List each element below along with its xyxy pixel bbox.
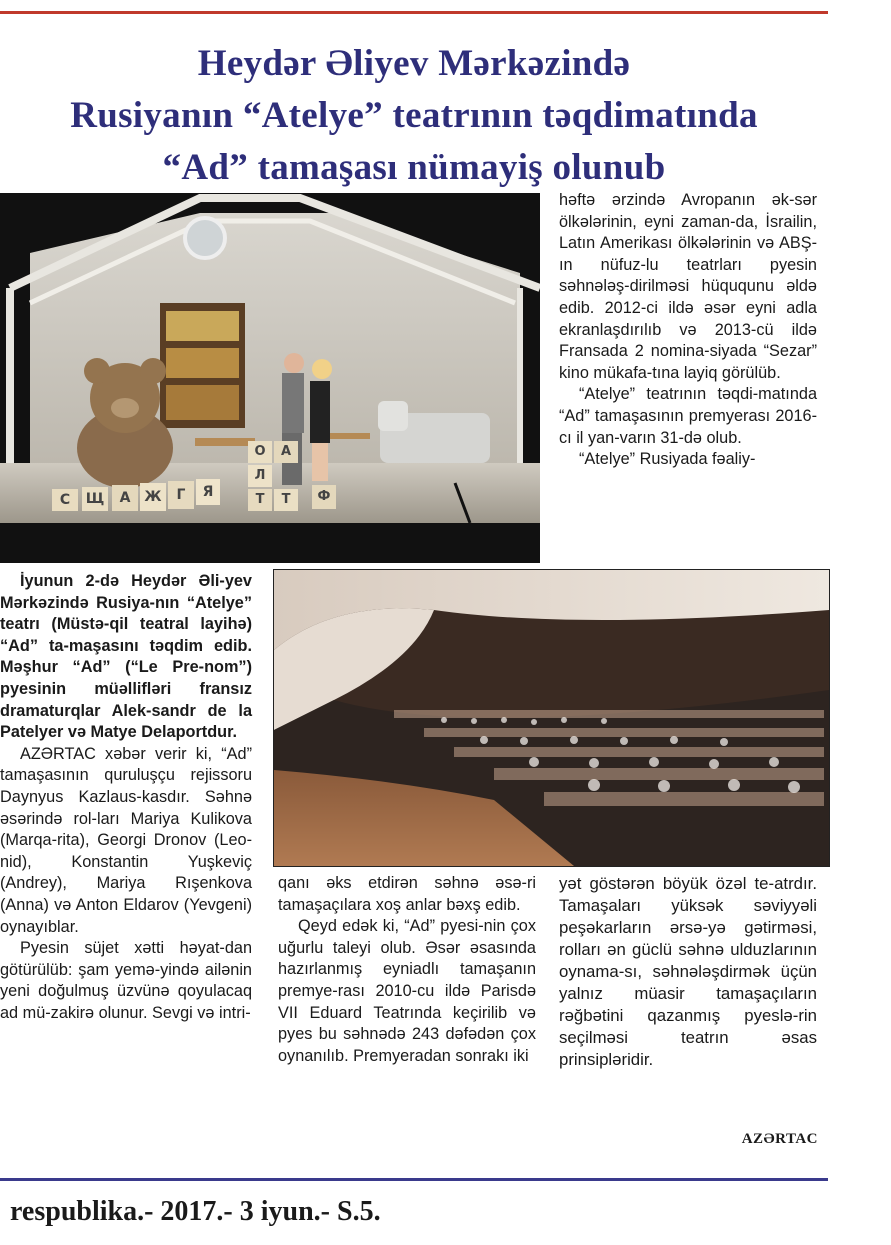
paragraph: qanı əks etdirən səhnə əsə-ri tamaşaçılara xoş anlar bəxş edib. [278, 874, 536, 914]
letter-block: Я [196, 479, 220, 505]
letter-block: Л [248, 465, 272, 487]
headline-line-3: “Ad” tamaşası nümayiş olunub [162, 147, 666, 188]
letter-block: Т [274, 489, 298, 511]
top-rule [0, 11, 828, 14]
lead-paragraph: İyunun 2-də Heydər Əli-yev Mərkəzində Rusiya-nın “Atelye” teatrı (Müstə-qil teatral layihə) “Ad” ta-maşasını təqdim edib. Məşhur “Ad” (“Le Pre-nom”) pyesinin müəllifləri fransız dramaturqlar Alek-sandr de la Patelyer və Matye Delaportdur. [0, 572, 252, 742]
article-headline [0, 38, 828, 194]
letter-block: А [274, 441, 298, 463]
letter-block: Ж [140, 483, 166, 511]
paragraph: Pyesin süjet xətti həyat-dan götürülüb: şam yemə-yində ailənin yeni doğulmuş üzvünə qoyulacaq ad mü-zakirə olunur. Sevgi və intri- [0, 939, 252, 1022]
letter-block: Т [248, 489, 272, 511]
letter-block: С [52, 489, 78, 511]
paragraph: AZƏRTAC xəbər verir ki, “Ad” tamaşasının quruluşçu rejissoru Daynyus Kazlaus-kasdır. Səhnə əsərində rol-ları Mariya Kulikova (Marqa-rita), Georgi Dronov (Leo-nid), Konstantin Yuşkeviç (Andrey), Mariya Rışenkova (Anna) və Anton Eldarov (Yevgeni) oynayıblar. [0, 744, 252, 936]
column-right-bottom [559, 873, 817, 1071]
letter-block: Ф [312, 485, 336, 509]
letter-block: О [248, 441, 272, 463]
headline-line-2: Rusiyanın “Atelye” teatrının təqdimatında [70, 95, 758, 136]
column-right-top [559, 190, 817, 471]
publication-footer: respublika.- 2017.- 3 iyun.- S.5. [10, 1196, 381, 1227]
letter-block: Г [168, 481, 194, 509]
audience-photo [273, 569, 830, 867]
source-credit: AZƏRTAC [741, 1131, 818, 1147]
letter-block: Щ [82, 487, 108, 511]
letter-block: А [112, 485, 138, 511]
paragraph: Qeyd edək ki, “Ad” pyesi-nin çox uğurlu taleyi olub. Əsər əsasında hazırlanmış eyniadlı tamaşanın premye-rası 2010-cu ildə Parisdə VII Eduard Teatrında keçirilib və pyes bu səhnədə 243 dəfədən çox oynanılıb. Premyeradan sonrakı iki [278, 917, 536, 1065]
paragraph: “Atelye” teatrının təqdi-matında “Ad” tamaşasının premyerası 2016-cı il yan-varın 31-də olub. [559, 385, 817, 447]
paragraph: həftə ərzində Avropanın ək-sər ölkələrinin, eyni zaman-da, İsrailin, Latın Amerikası ölkələrinin və ABŞ-ın nüfuz-lu teatrları pyesin səhnələş-dirilməsi hüququnu əldə edib. 2012-ci ildə əsər eyni adla ekranlaşdırılıb və 2013-cü ildə Fransada 2 nomina-siyada “Sezar” kino mükafa-tına layiq görülüb. [559, 191, 817, 382]
stage-photo [0, 193, 540, 563]
headline-line-1: Heydər Əliyev Mərkəzində [197, 43, 631, 84]
audience-photo-illustration [274, 570, 829, 866]
bottom-rule [0, 1178, 828, 1181]
column-left [0, 571, 252, 1024]
column-middle [278, 873, 536, 1067]
paragraph: yət göstərən böyük özəl te-atrdır. Tamaşaları yüksək səviyyəli peşəkarların ərsə-yə gətirməsi, rolları ən güclü səhnə ulduzlarının oynama-sı, səhnələşdirmək üçün yalnız müasir tamaşaçıların rəğbətini qazanmış pyeslə-rin seçilməsi teatrın əsas prinsipləridir. [559, 874, 817, 1069]
paragraph: “Atelye” Rusiyada fəaliy- [579, 450, 756, 469]
